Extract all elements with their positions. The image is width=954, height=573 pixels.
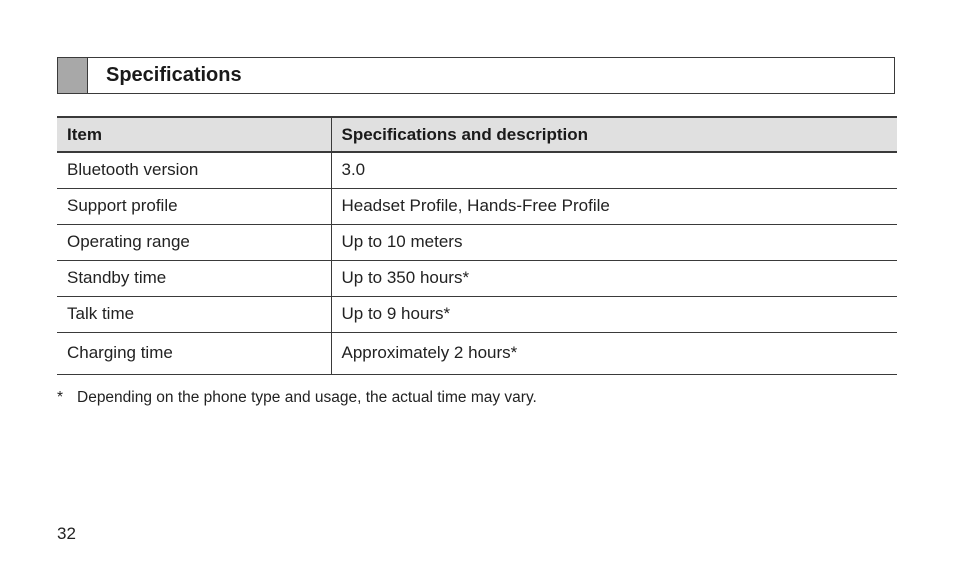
table-header-row	[57, 117, 897, 152]
section-marker-block	[58, 58, 88, 93]
table-row	[57, 296, 897, 332]
table-row	[57, 332, 897, 374]
row-item: Talk time	[57, 296, 331, 332]
footnote-text: Depending on the phone type and usage, the actual time may vary.	[77, 389, 537, 406]
footnote-marker: *	[57, 389, 64, 406]
row-spec: Up to 9 hours*	[331, 296, 897, 332]
row-spec: Approximately 2 hours*	[331, 332, 897, 374]
table-row	[57, 260, 897, 296]
table-row	[57, 152, 897, 188]
section-title: Specifications	[106, 64, 242, 86]
row-spec: Up to 350 hours*	[331, 260, 897, 296]
row-spec: Headset Profile, Hands-Free Profile	[331, 188, 897, 224]
row-spec: Up to 10 meters	[331, 224, 897, 260]
row-item: Operating range	[57, 224, 331, 260]
page-number: 32	[57, 524, 76, 543]
table-row	[57, 188, 897, 224]
row-item: Support profile	[57, 188, 331, 224]
specifications-table	[57, 116, 897, 375]
row-spec: 3.0	[331, 152, 897, 188]
row-item: Bluetooth version	[57, 152, 331, 188]
row-item: Standby time	[57, 260, 331, 296]
table-row	[57, 224, 897, 260]
section-header	[57, 57, 895, 94]
footnote	[57, 389, 537, 407]
column-header-specs: Specifications and description	[331, 117, 897, 152]
column-header-item: Item	[57, 117, 331, 152]
row-item: Charging time	[57, 332, 331, 374]
